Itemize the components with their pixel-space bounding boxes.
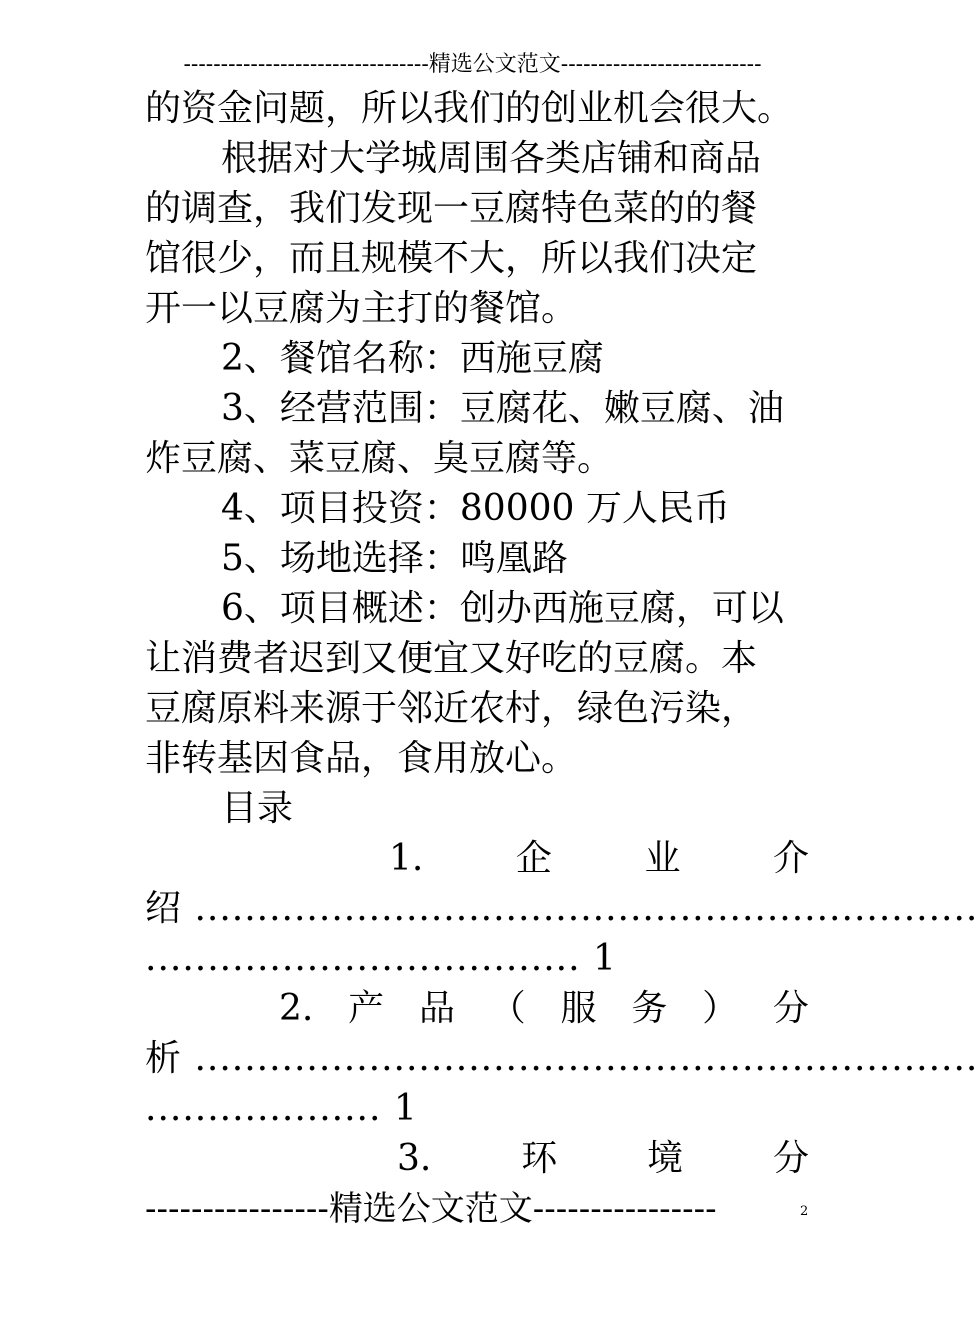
- page-number: 2: [800, 1204, 809, 1219]
- item-overview-cont: 豆腐原料来源于邻近农村，绿色污染，: [145, 688, 758, 729]
- toc-entry-1-leader: 绍 ...............................................................: [145, 888, 978, 929]
- toc-entry-2-page: ................... 1: [145, 1088, 418, 1129]
- item-business-scope-cont: 炸豆腐、菜豆腐、臭豆腐等。: [145, 438, 614, 479]
- toc-entry-1-page: ................................... 1: [145, 938, 617, 979]
- document-body: [145, 84, 978, 1184]
- item-investment: 4、项目投资：80000 万人民币: [221, 488, 730, 529]
- paragraph-line: 根据对大学城周围各类店铺和商品: [221, 138, 762, 179]
- item-location: 5、场地选择：鸣凰路: [221, 538, 568, 579]
- toc-char: 分: [772, 1138, 809, 1179]
- toc-char: 企: [515, 838, 552, 879]
- page-footer: ----------------精选公文范文----------------: [145, 1189, 717, 1229]
- toc-char: 环: [521, 1138, 558, 1179]
- item-restaurant-name: 2、餐馆名称：西施豆腐: [221, 338, 604, 379]
- toc-char: （: [489, 988, 526, 1029]
- paragraph-line: 馆很少，而且规模不大，所以我们决定: [145, 238, 758, 279]
- toc-char: 业: [644, 838, 681, 879]
- toc-entry-2-heading: [145, 984, 813, 1034]
- item-business-scope: 3、经营范围：豆腐花、嫩豆腐、油: [221, 388, 784, 429]
- item-overview: 6、项目概述：创办西施豆腐，可以: [221, 588, 784, 629]
- paragraph-line: 的调查，我们发现一豆腐特色菜的的餐: [145, 188, 758, 229]
- paragraph-line: 开一以豆腐为主打的餐馆。: [145, 288, 578, 329]
- page-header: ---------------------------------精选公文范文---------------------------: [183, 52, 762, 77]
- item-overview-cont: 让消费者迟到又便宜又好吃的豆腐。本: [145, 638, 758, 679]
- toc-entry-1-heading: [145, 834, 813, 884]
- toc-char: 产: [348, 988, 385, 1029]
- toc-char: 品: [418, 988, 455, 1029]
- toc-char: 1.: [389, 838, 424, 879]
- toc-title: 目录: [221, 788, 294, 829]
- toc-char: 境: [647, 1138, 684, 1179]
- toc-char: 介: [772, 838, 809, 879]
- toc-char: 3.: [397, 1138, 432, 1179]
- toc-entry-2-leader: 析 ...............................................................: [145, 1038, 978, 1079]
- paragraph-line: 的资金问题，所以我们的创业机会很大。: [145, 88, 794, 129]
- toc-char: ）: [702, 988, 739, 1029]
- toc-char: 务: [631, 988, 668, 1029]
- toc-entry-3-heading: [145, 1134, 813, 1184]
- toc-char: 2.: [279, 988, 314, 1029]
- item-overview-cont: 非转基因食品，食用放心。: [145, 738, 578, 779]
- toc-char: 服: [560, 988, 597, 1029]
- toc-char: 分: [772, 988, 809, 1029]
